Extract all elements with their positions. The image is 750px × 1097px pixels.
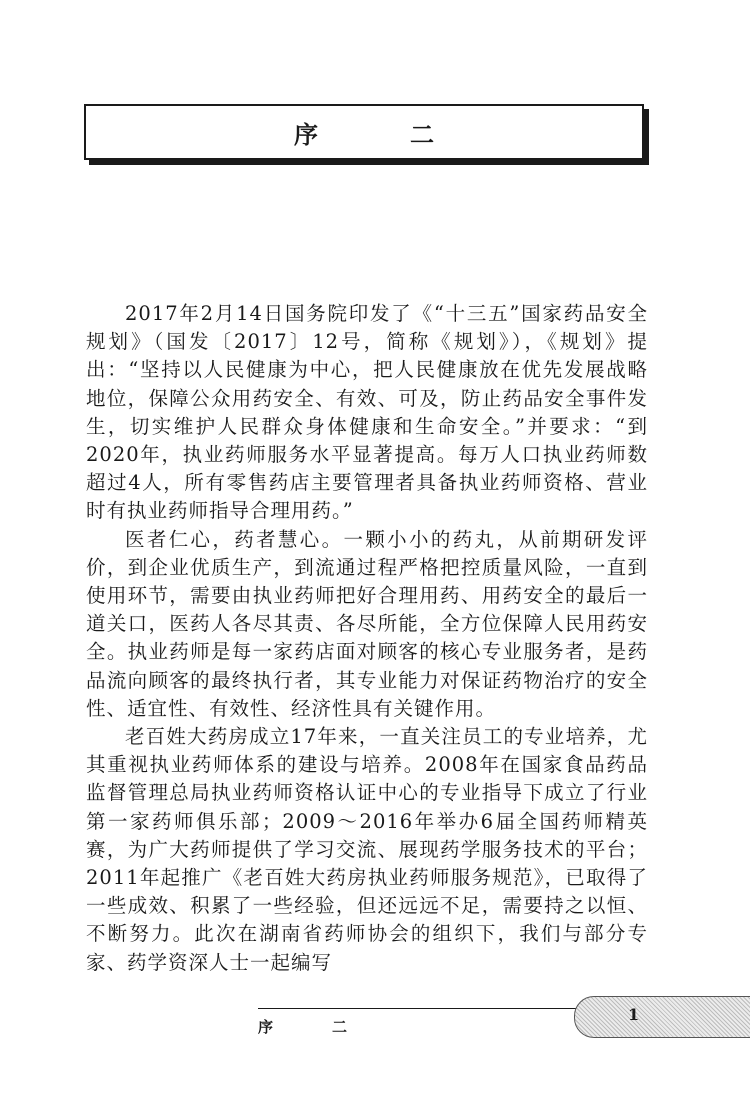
page-number-tab bbox=[574, 996, 750, 1038]
body-text bbox=[86, 300, 648, 977]
page-number: 1 bbox=[628, 1005, 640, 1024]
footer-rule bbox=[258, 1008, 578, 1009]
paragraph-3: 老百姓大药房成立17年来，一直关注员工的专业培养，尤其重视执业药师体系的建设与培养。2008年在国家食品药品监督管理总局执业药师资格认证中心的专业指导下成立了行业第一家药师俱乐部；2009～2016年举办6届全国药师精英赛，为广大药师提供了学习交流、展现药学服务技术的平台；2011年起推广《老百姓大药房执业药师服务规范》，已取得了一些成效、积累了一些经验，但还远远不足，需要持之以恒、不断努力。此次在湖南省药师协会的组织下，我们与部分专家、药学资深人士一起编写 bbox=[86, 725, 648, 974]
title-box bbox=[84, 104, 644, 160]
footer-running-title: 序 二 bbox=[258, 1018, 370, 1036]
paragraph-2: 医者仁心，药者慧心。一颗小小的药丸，从前期研发评价，到企业优质生产，到流通过程严格把控质量风险，一直到使用环节，需要由执业药师把好合理用药、用药安全的最后一道关口，医药人各尽其责、各尽所能，全方位保障人民用药安全。执业药师是每一家药店面对顾客的核心专业服务者，是药品流向顾客的最终执行者，其专业能力对保证药物治疗的安全性、适宜性、有效性、经济性具有关键作用。 bbox=[86, 527, 648, 720]
paragraph-1: 2017年2月14日国务院印发了《“十三五”国家药品安全规划》（国发〔2017〕12号，简称《规划》），《规划》提出：“坚持以人民健康为中心，把人民健康放在优先发展战略地位，保障公众用药安全、有效、可及，防止药品安全事件发生，切实维护人民群众身体健康和生命安全。”并要求：“到2020年，执业药师服务水平显著提高。每万人口执业药师数超过4人，所有零售药店主要管理者具备执业药师资格、营业时有执业药师指导合理用药。” bbox=[86, 302, 648, 523]
page-title: 序 二 bbox=[294, 120, 468, 149]
